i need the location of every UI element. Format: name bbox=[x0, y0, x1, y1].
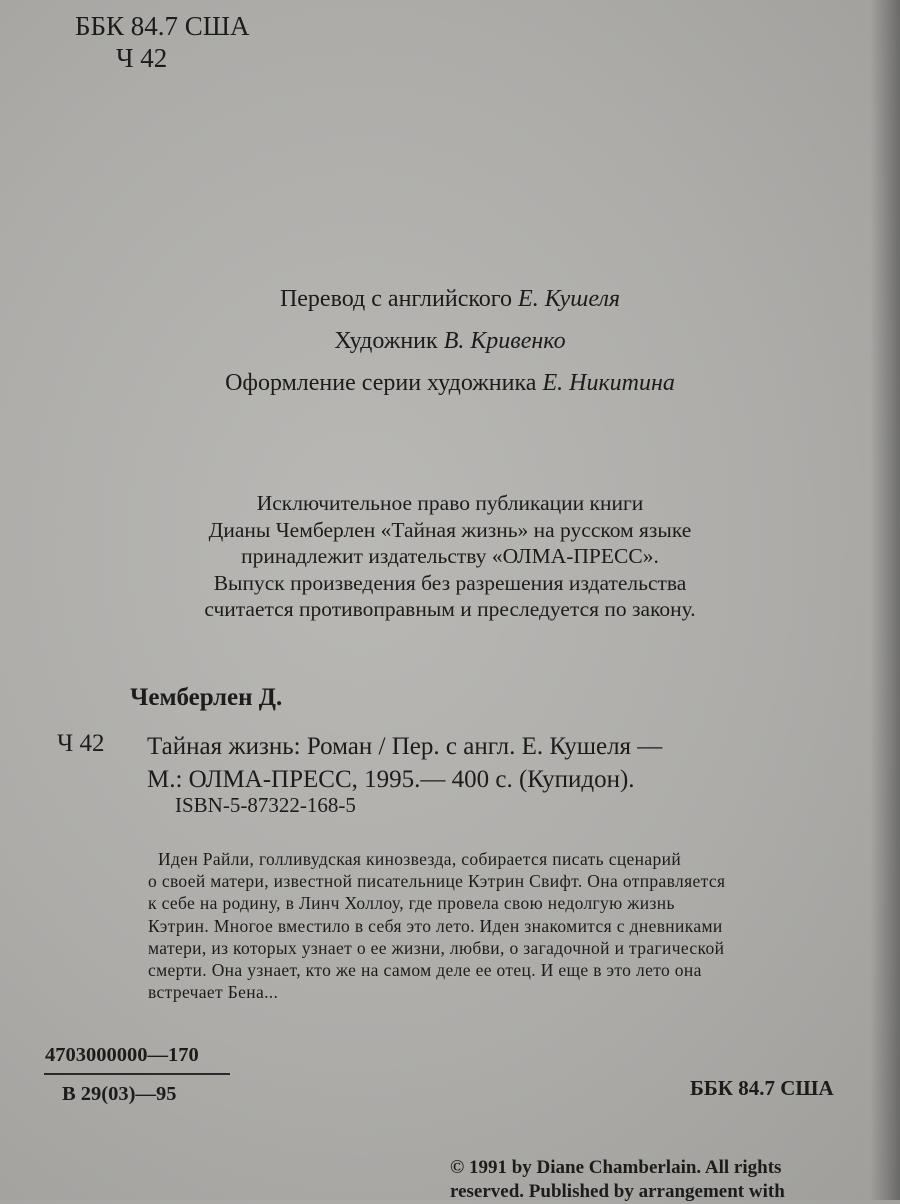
copyright-notice bbox=[0, 490, 900, 623]
series-design-artist: Е. Никитина bbox=[542, 370, 675, 396]
artist-name: В. Кривенко bbox=[443, 328, 566, 354]
annotation-line: о своей матери, известной писательнице Кэтрин Свифт. Она отправляется bbox=[148, 871, 726, 892]
series-design-label: Оформление серии художника bbox=[225, 370, 537, 396]
artist-label: Художник bbox=[334, 328, 438, 354]
annotation-line: Иден Райли, голливудская кинозвезда, собирается писать сценарий bbox=[158, 849, 682, 869]
annotation-line: матери, из которых узнает о ее жизни, любви, о загадочной и трагической bbox=[148, 937, 725, 958]
notice-line: Выпуск произведения без разрешения издательства bbox=[213, 570, 687, 595]
notice-line: принадлежит издательству «ОЛМА-ПРЕСС». bbox=[241, 544, 659, 568]
catalog-author: Чемберлен Д. bbox=[130, 684, 283, 711]
translator-label: Перевод с английского bbox=[279, 286, 513, 312]
copyright-line: © 1991 by Diane Chamberlain. All rights bbox=[450, 1157, 782, 1178]
footer-bbk-code: ББК 84.7 США bbox=[690, 1076, 834, 1100]
series-design-credit bbox=[0, 362, 900, 404]
bibliographic-description bbox=[147, 730, 662, 796]
biblio-line: Тайная жизнь: Роман / Пер. с англ. Е. Кушеля — bbox=[147, 733, 663, 760]
credits-block bbox=[0, 278, 900, 404]
translator-name: Е. Кушеля bbox=[518, 286, 621, 312]
header-classification bbox=[75, 10, 250, 74]
annotation bbox=[148, 848, 725, 1003]
translator-credit bbox=[0, 278, 900, 320]
copyright-statement bbox=[450, 1156, 785, 1204]
annotation-line: к себе на родину, в Линч Холлоу, где провела свою недолгую жизнь bbox=[148, 893, 675, 914]
bbk-code: ББК 84.7 США bbox=[75, 11, 250, 41]
author-sign: Ч 42 bbox=[116, 43, 168, 73]
copyright-line: reserved. Published by arrangement with bbox=[450, 1181, 785, 1202]
annotation-line: смерти. Она узнает, кто же на самом деле ее отец. И еще в это лето она bbox=[148, 959, 702, 980]
isbn: ISBN-5-87322-168-5 bbox=[175, 793, 356, 817]
notice-line: считается противоправным и преследуется по закону. bbox=[204, 597, 696, 621]
annotation-line: Кэтрин. Многое вместило в себя это лето. Иден знакомится с дневниками bbox=[148, 915, 723, 936]
artist-credit bbox=[0, 320, 900, 362]
divider-rule bbox=[44, 1073, 230, 1075]
catalog-code: Ч 42 bbox=[57, 730, 105, 757]
annotation-line: встречает Бена... bbox=[148, 982, 279, 1003]
notice-line: Дианы Чемберлен «Тайная жизнь» на русском языке bbox=[208, 517, 692, 542]
biblio-line: М.: ОЛМА-ПРЕСС, 1995.— 400 с. (Купидон). bbox=[147, 766, 635, 793]
publication-number: 4703000000—170 bbox=[45, 1044, 199, 1066]
notice-line: Исключительное право публикации книги bbox=[256, 491, 644, 515]
publication-index: В 29(03)—95 bbox=[62, 1083, 177, 1105]
